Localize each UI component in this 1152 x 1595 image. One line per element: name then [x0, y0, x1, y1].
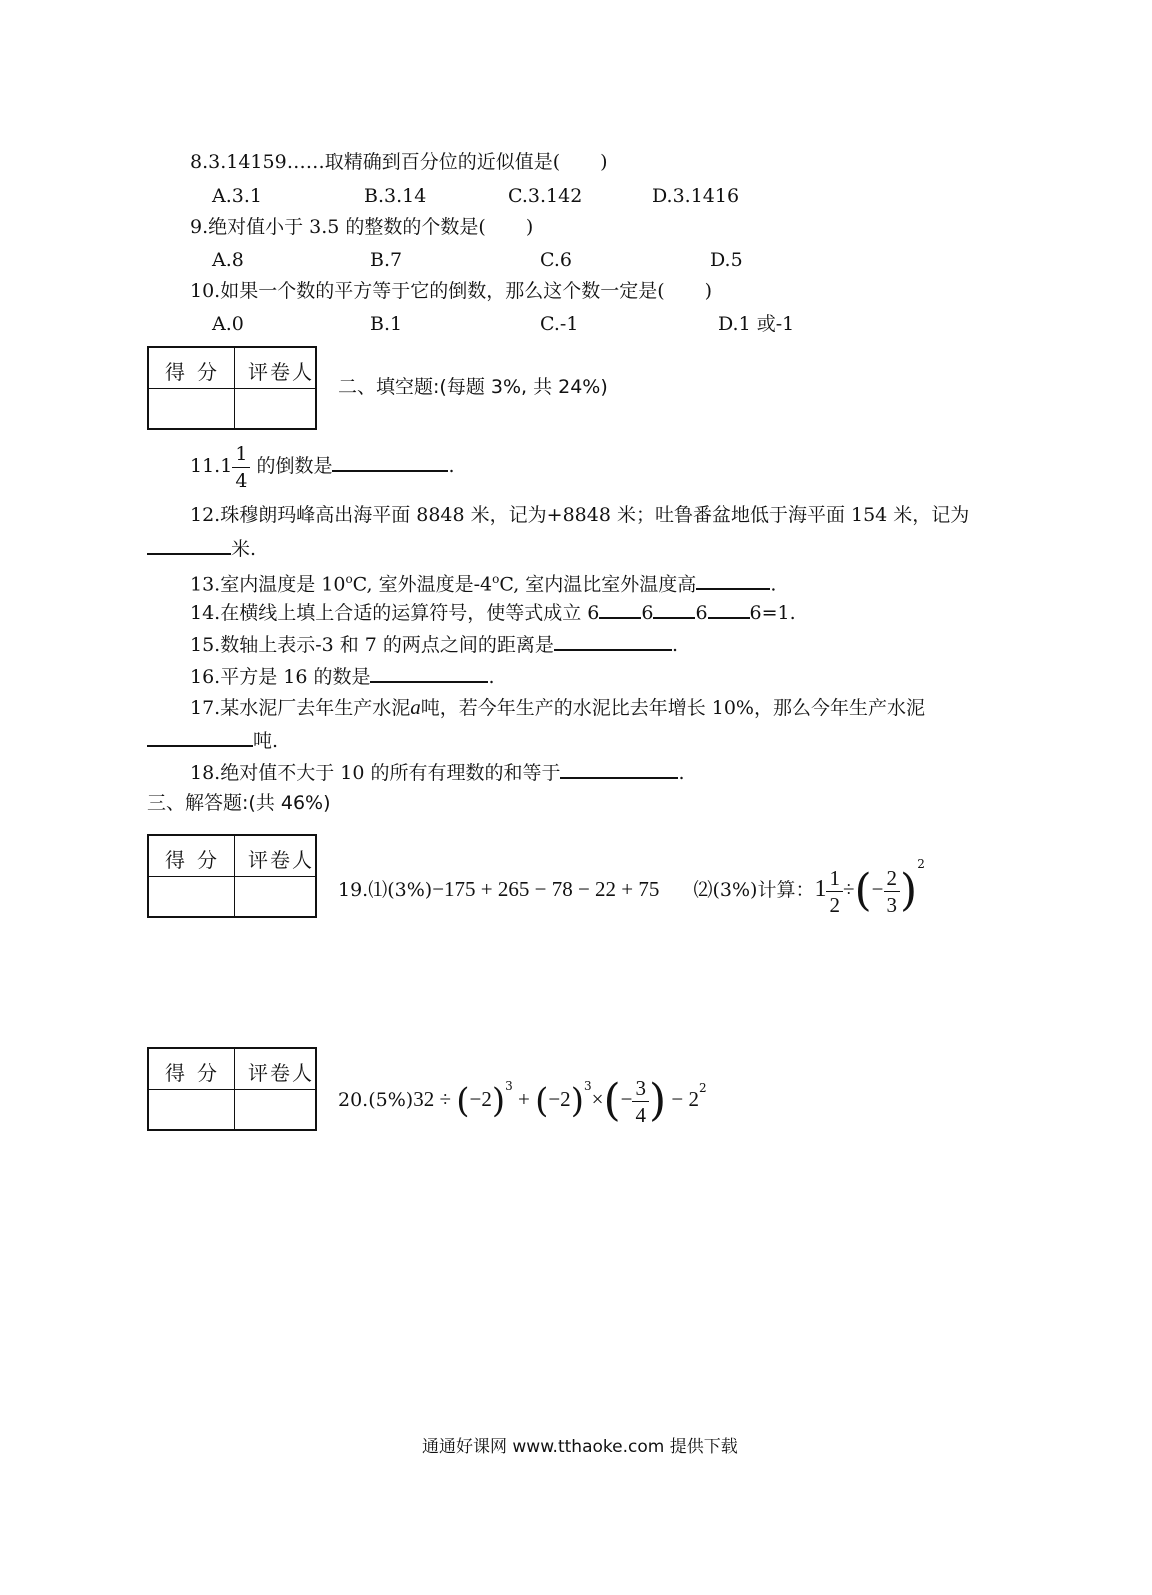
- option-c: C.6: [540, 249, 572, 271]
- option-d: D.5: [710, 249, 743, 271]
- fraction: $\frac{2}{3}$: [884, 865, 901, 918]
- answer-blank[interactable]: [554, 631, 672, 651]
- question-17: 17.某水泥厂去年生产水泥a吨，若今年生产的水泥比去年增长 10%，那么今年生产水泥: [190, 695, 925, 719]
- answer-blank[interactable]: [332, 452, 448, 472]
- section-title: 二、填空题:(每题 3%, 共 24%): [338, 376, 608, 398]
- option-c: C.-1: [540, 313, 579, 335]
- question-15: 15.数轴上表示-3 和 7 的两点之间的距离是 .: [190, 631, 678, 657]
- question-12-cont: 米.: [147, 535, 256, 561]
- answer-blank[interactable]: [696, 570, 770, 590]
- fraction: $\frac{1}{2}$: [826, 865, 843, 918]
- answer-blank[interactable]: [147, 535, 231, 555]
- question-14: 14.在横线上填上合适的运算符号，使等式成立 6 6 6 6=1.: [190, 599, 796, 625]
- question-13: 13.室内温度是 10$^o$C, 室外温度是-4$^o$C, 室内温比室外温度高 .: [190, 572, 777, 596]
- question-19: 19.⑴(3%)−175 + 265 − 78 − 22 + 75 ⑵(3%)计算：1 $\frac{1}{2}$ ÷(− $\frac{2}{3}$ )$^2$: [338, 857, 925, 917]
- score-table: 得分 评卷人: [147, 1047, 317, 1131]
- option-a: A.0: [212, 313, 244, 335]
- fraction: $\frac{1}{4}$: [232, 441, 250, 494]
- question-12: 12.珠穆朗玛峰高出海平面 8848 米，记为+8848 米；吐鲁番盆地低于海平面 154 米，记为: [190, 504, 970, 526]
- question-11: 11.1 $\frac{1}{4}$ 的倒数是 .: [190, 442, 455, 492]
- fraction: $\frac{3}{4}$: [632, 1075, 649, 1128]
- question-16: 16.平方是 16 的数是 .: [190, 663, 495, 689]
- question-17-cont: 吨.: [147, 727, 278, 753]
- question-20: $20.(5\%)32 \div (-2)^3 + (-2)^3\times(-$ $\frac{3}{4}$ ) − $2^2$: [338, 1075, 707, 1127]
- grader-label: 评卷人: [248, 360, 314, 384]
- option-b: B.3.14: [364, 185, 427, 207]
- answer-blank[interactable]: [708, 599, 750, 619]
- score-table: 得分 评卷人: [147, 834, 317, 918]
- score-table: [147, 346, 317, 430]
- score-label: 得分: [165, 360, 229, 384]
- option-d: D.3.1416: [652, 185, 740, 207]
- option-b: B.1: [370, 313, 403, 335]
- question-9: 9.绝对值小于 3.5 的整数的个数是( ): [190, 216, 534, 238]
- question-18: 18.绝对值不大于 10 的所有有理数的和等于 .: [190, 759, 685, 785]
- question-8: 8.3.14159……取精确到百分位的近似值是( ): [190, 151, 608, 173]
- option-b: B.7: [370, 249, 403, 271]
- footer-text: 通通好课网 www.tthaoke.com 提供下载: [422, 1437, 738, 1457]
- question-stem: 8.3.14159……取精确到百分位的近似值是(: [190, 151, 561, 173]
- answer-blank[interactable]: [560, 759, 678, 779]
- option-a: A.8: [212, 249, 244, 271]
- question-stem: 9.绝对值小于 3.5 的整数的个数是(: [190, 216, 486, 238]
- option-d: D.1 或-1: [718, 313, 795, 335]
- question-10: 10.如果一个数的平方等于它的倒数，那么这个数一定是( ): [190, 280, 713, 302]
- option-a: A.3.1: [212, 185, 262, 207]
- answer-blank[interactable]: [147, 727, 253, 747]
- answer-blank[interactable]: [653, 599, 695, 619]
- answer-blank[interactable]: [370, 663, 488, 683]
- question-stem: 10.如果一个数的平方等于它的倒数，那么这个数一定是(: [190, 280, 665, 302]
- answer-blank[interactable]: [599, 599, 641, 619]
- option-c: C.3.142: [508, 185, 583, 207]
- section-title: 三、解答题:(共 46%): [147, 792, 331, 814]
